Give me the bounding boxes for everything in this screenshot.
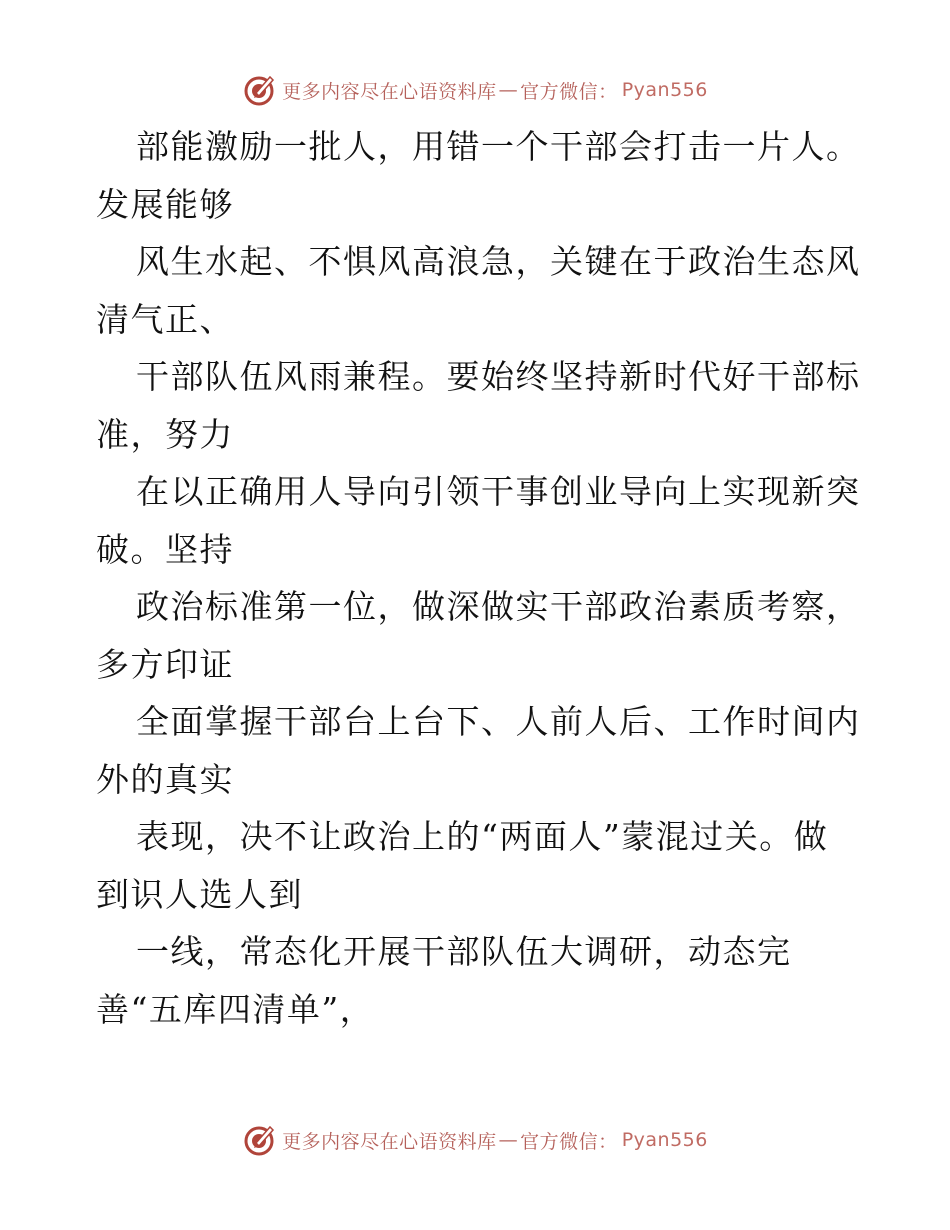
text-line: 风生水起、不惧风高浪急，关键在于政治生态风 [136, 242, 861, 281]
pen-logo-icon [242, 1123, 276, 1157]
text-line: 到识人选人到 [96, 874, 303, 914]
text-line: 外的真实 [96, 759, 234, 799]
watermark-wechat-id: Pyan556 [621, 79, 708, 101]
pen-logo-icon [242, 73, 276, 107]
text-line: 一线，常态化开展干部队伍大调研，动态完 [136, 932, 792, 971]
watermark-dash: — [498, 1129, 519, 1151]
text-line: 政治标准第一位，做深做实干部政治素质考察， [136, 587, 861, 626]
text-line: 破。坚持 [96, 529, 234, 569]
text-line: 在以正确用人导向引领干事创业导向上实现新突 [136, 472, 861, 511]
text-line: 准，努力 [96, 414, 234, 454]
text-line: 清气正、 [96, 299, 234, 339]
document-body [96, 118, 861, 1038]
text-line: 部能激励一批人，用错一个干部会打击一片人。 [136, 127, 861, 166]
watermark-site-text: 更多内容尽在心语资料库 [282, 1130, 497, 1153]
footer-watermark [0, 1120, 950, 1160]
header-watermark [0, 70, 950, 110]
text-line: 多方印证 [96, 644, 234, 684]
watermark-wechat-label: 官方微信： [520, 80, 618, 103]
text-line: 干部队伍风雨兼程。要始终坚持新时代好干部标 [136, 357, 861, 396]
text-line: 全面掌握干部台上台下、人前人后、工作时间内 [136, 702, 861, 741]
watermark-dash: — [498, 79, 519, 101]
text-line: 善“五库四清单”， [96, 989, 375, 1029]
text-line: 发展能够 [96, 184, 234, 224]
watermark-wechat-label: 官方微信： [520, 1130, 618, 1153]
text-line: 表现，决不让政治上的“两面人”蒙混过关。做 [136, 817, 829, 856]
watermark-site-text: 更多内容尽在心语资料库 [282, 80, 497, 103]
watermark-wechat-id: Pyan556 [621, 1129, 708, 1151]
